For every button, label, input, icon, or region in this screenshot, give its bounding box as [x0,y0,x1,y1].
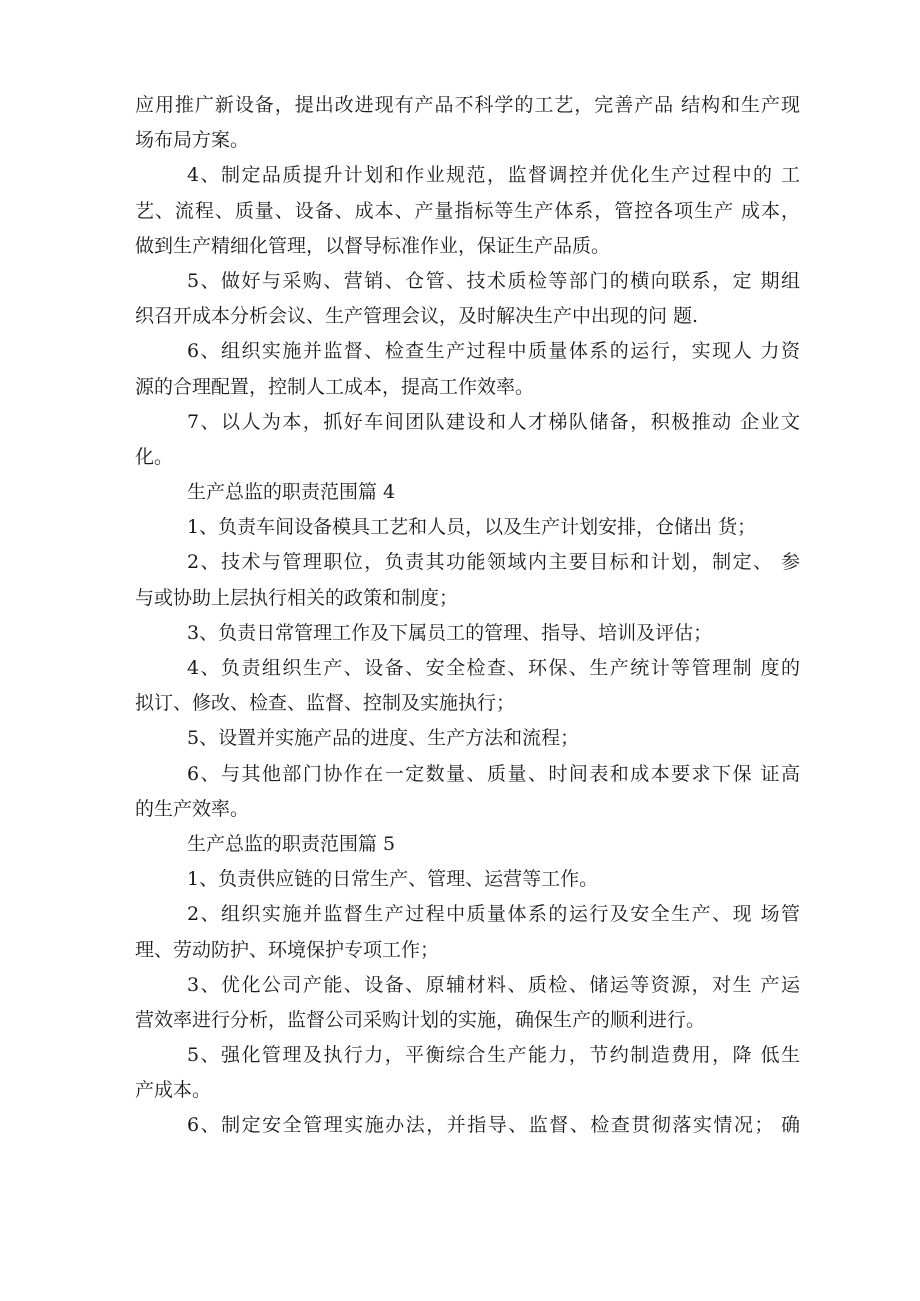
text-line: 理、劳动防护、环境保护专项工作； [135,938,440,961]
text-line: 应用推广新设备，提出改进现有产品不科学的工艺，完善产品 结构和生产现 [135,94,800,116]
text-line: 织召开成本分析会议、生产管理会议，及时解决生产中出现的问 题. [135,305,699,328]
text-line: 2、技术与管理职位，负责其功能领域内主要目标和计划，制定、 参 [187,551,800,574]
text-line: 4、负责组织生产、设备、安全检查、环保、生产统计等管理制 度的 [187,657,800,679]
text-line: 7、以人为本，抓好车间团队建设和人才梯队储备，积极推动 企业文 [187,410,800,433]
text-line: 源的合理配置，控制人工成本，提高工作效率。 [135,375,535,398]
document-body [135,88,800,1144]
text-line: 做到生产精细化管理，以督导标准作业，保证生产品质。 [135,234,611,257]
text-line: 产成本。 [135,1079,212,1102]
text-line: 3、优化公司产能、设备、原辅材料、质检、储运等资源，对生 产运 [187,973,800,996]
text-line: 1、负责车间设备模具工艺和人员，以及生产计划安排，仓储出 货； [187,516,757,539]
text-line: 与或协助上层执行相关的政策和制度； [135,586,459,609]
text-line: 6、制定安全管理实施办法，并指导、监督、检查贯彻落实情况； 确 [187,1114,800,1137]
text-line: 营效率进行分析，监督公司采购计划的实施，确保生产的顺利进行。 [135,1008,706,1031]
text-line: 1、负责供应链的日常生产、管理、运营等工作。 [187,868,599,891]
text-line: 生产总监的职责范围篇 5 [187,832,396,855]
text-line: 4、制定品质提升计划和作业规范，监督调控并优化生产过程中的 工 [187,164,800,187]
text-line: 生产总监的职责范围篇 4 [187,481,396,504]
text-line: 化。 [135,445,174,468]
text-line: 5、设置并实施产品的进度、生产方法和流程； [187,727,580,750]
text-line: 的生产效率。 [135,797,250,820]
text-line: 6、与其他部门协作在一定数量、质量、时间表和成本要求下保 证高 [187,762,800,785]
text-line: 场布局方案。 [135,129,250,152]
text-line: 3、负责日常管理工作及下属员工的管理、指导、培训及评估； [187,621,713,644]
text-line: 拟订、修改、检查、监督、控制及实施执行； [135,692,516,715]
text-line: 6、组织实施并监督、检查生产过程中质量体系的运行，实现人 力资 [187,340,800,363]
text-line: 5、强化管理及执行力，平衡综合生产能力，节约制造费用，降 低生 [187,1044,800,1067]
text-line: 2、组织实施并监督生产过程中质量体系的运行及安全生产、现 场管 [187,903,800,926]
text-line: 艺、流程、质量、设备、成本、产量指标等生产体系，管控各项生产 成本， [135,199,800,222]
text-line: 5、做好与采购、营销、仓管、技术质检等部门的横向联系，定 期组 [187,269,800,292]
